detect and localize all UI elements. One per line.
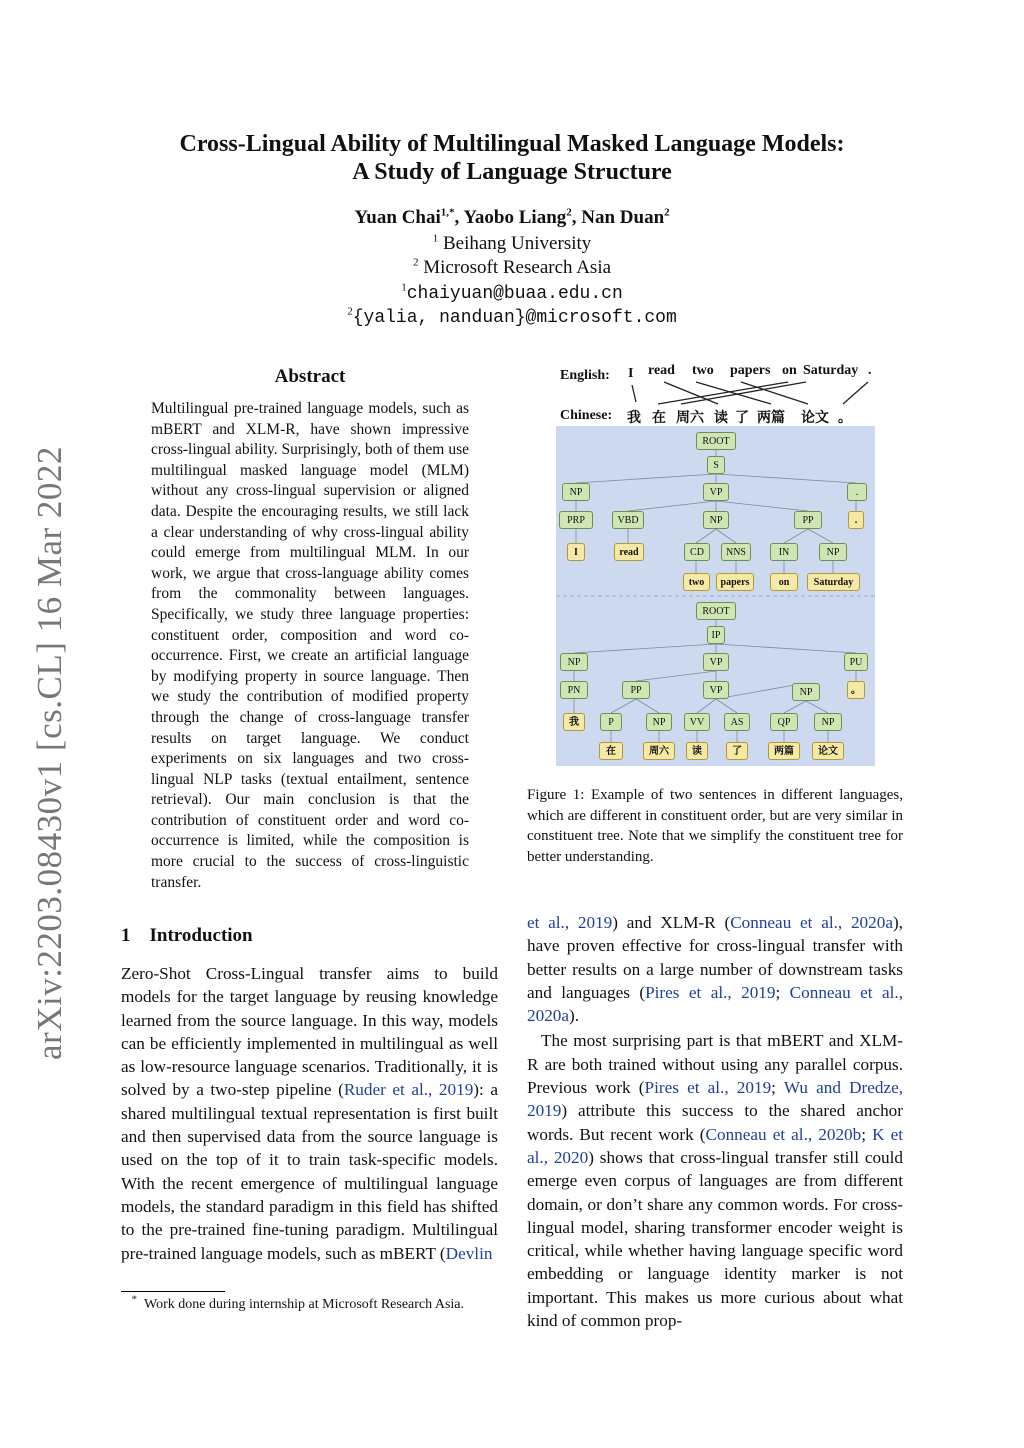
tree-leaf: 我 (563, 713, 585, 731)
text-run: Zero-Shot Cross-Lingual transfer aims to build models for the target language by reusing knowledge learned from the source language. In this way, models can be efficiently implemented in multilingual as well as low-resource language scenarios. Traditionally, it is solved by a two-step pipeline ( (121, 964, 498, 1100)
author-sup: 1,* (440, 206, 455, 219)
email-sup: 2 (347, 305, 353, 318)
author-list: Yuan Chai$^{1,*}$, Yaobo Liang$^2$, Nan Duan$^2$ (354, 206, 670, 228)
tree-node: NP (814, 713, 842, 731)
tree-node: NP (646, 713, 672, 731)
citation-link[interactable]: K et al., 2020 (527, 1124, 903, 1167)
text-run: ) shows that cross-lingual transfer still could emerge even corpus of languages are from different domain, or don’t share any common words. For cross-lingual model, sharing transformer encoder weight is critical, while whether having language specific word embedding or language identity marker is not important. This makes us more curious about what kind of common prop- (527, 1147, 903, 1331)
aff-sup: 2 (412, 256, 419, 269)
aff-text: Beihang University (442, 233, 592, 254)
title-line-1: Cross-Lingual Ability of Multilingual Masked Language Models: (179, 131, 845, 157)
citation-link[interactable]: Conneau et al., 2020a (527, 982, 903, 1026)
english-word: I (628, 366, 634, 381)
english-word: Saturday (803, 363, 859, 378)
tree-node: AS (724, 713, 750, 731)
tree-node: QP (770, 713, 798, 731)
chinese-word: 周六 (676, 411, 704, 426)
tree-node: NP (819, 543, 847, 561)
english-word: read (648, 363, 675, 378)
citation-link[interactable]: Conneau et al., 2020a (730, 913, 893, 932)
chinese-word: 。 (838, 411, 852, 426)
english-word: on (782, 363, 797, 378)
tree-leaf: 了 (726, 742, 748, 760)
email-text: chaiyuan@buaa.edu.cn (406, 284, 623, 304)
tree-node: VBD (612, 511, 644, 529)
tree-node: PP (794, 511, 822, 529)
section-heading (121, 925, 253, 947)
chinese-word: 了 (735, 411, 749, 426)
figure-caption: Figure 1: Example of two sentences in different languages, which are different in constituent order, but are very similar in constituent tree. Note that we simplify the constituent tree for better understanding. (527, 787, 903, 865)
tree-leaf: . (848, 511, 864, 529)
citation-link[interactable]: Pires et al., 2019 (644, 1078, 772, 1098)
tree-node: VV (684, 713, 710, 731)
text-run: ; (775, 982, 790, 1002)
tree-node: NP (562, 483, 590, 501)
footnote-rule (121, 1291, 225, 1292)
chinese-word: 论文 (801, 411, 829, 426)
abstract-text: Multilingual pre-trained language models, such as mBERT and XLM-R, have shown impressive cross-lingual ability. Surprisingly, both of them use multilingual masked language model (MLM) without any cross-lingual supervision or aligned data. Despite the encouraging results, we still lack a clear understanding of why cross-lingual ability could emerge from multilingual MLM. In our work, we argue that cross-language ability comes from the commonality between languages. Specifically, we study three language properties: constituent order, composition and word co-occurrence. First, we create an artificial language by modifying property in source language. Then we study the contribution of modified property through the change of cross-language transfer results on target language. We conduct experiments on six languages and two cross-lingual NLP tasks (textual entailment, sentence retrieval). Our main conclusion is that the contribution of constituent order and word co-occurrence is limited, while the composition is more crucial to the success of cross-linguistic transfer. (151, 400, 469, 891)
affiliation (0, 257, 1024, 279)
intro-right-column (527, 911, 903, 1332)
footnote (121, 1293, 498, 1314)
text-run: ) and XLM-R ( (612, 913, 731, 932)
arxiv-sidebar: arXiv:2203.08430v1 [cs.CL] 16 Mar 2022 (30, 446, 69, 1060)
chinese-label: Chinese: (560, 408, 613, 423)
tree-node: S (707, 456, 725, 474)
abstract-heading: Abstract (274, 366, 346, 387)
chinese-word: 两篇 (757, 411, 785, 426)
tree-node: PP (622, 681, 650, 699)
text-run: The most surprising part is that mBERT and XLM-R are both trained without using any parallel corpus. Previous work ( (527, 1031, 903, 1098)
section-number: 1 (121, 925, 131, 946)
text-run: ; (861, 1124, 873, 1144)
tree-leaf: papers (716, 573, 754, 591)
tree-node: IN (770, 543, 798, 561)
tree-leaf: 。 (847, 681, 865, 699)
tree-node: VP (703, 483, 729, 501)
aff-text: Microsoft Research Asia (423, 257, 612, 278)
tree-leaf: 在 (599, 742, 623, 760)
tree-node: PN (560, 681, 588, 699)
footnote-mark: * (131, 1293, 137, 1306)
tree-leaf: 读 (686, 742, 708, 760)
text-run: ): a shared multilingual textual representation is first built and then supervised data from the source language is used on the top of it to train task-specific models. With the recent emergence of multilingual language models, the standard paradigm in this field has shifted to the pre-trained fine-tuning paradigm. Multilingual pre-trained language models, such as mBERT ( (121, 1080, 498, 1263)
affiliation (0, 233, 1024, 255)
tree-node: ROOT (696, 602, 736, 620)
citation-link[interactable]: Pires et al., 2019 (645, 982, 776, 1002)
citation-link[interactable]: Conneau et al., 2020b (705, 1124, 862, 1144)
chinese-tree (556, 426, 875, 766)
author-name: Yaobo Liang (463, 207, 567, 228)
tree-node: P (600, 713, 622, 731)
alignment-lines (556, 360, 886, 430)
author-name: Yuan Chai (354, 207, 441, 228)
english-word: two (692, 363, 714, 378)
citation-link[interactable]: et al., 2019 (527, 913, 613, 932)
citation-link[interactable]: Wu and Dredze, 2019 (527, 1078, 903, 1121)
email-sup: 1 (401, 281, 407, 294)
text-run: ) attribute this success to the shared anchor words. But recent work ( (527, 1101, 903, 1144)
chinese-word: 我 (627, 411, 641, 426)
tree-node: PU (844, 653, 868, 671)
tree-leaf: 两篇 (768, 742, 800, 760)
tree-node: NP (703, 511, 729, 529)
paper-title (0, 130, 1024, 186)
tree-node: VP (703, 681, 729, 699)
tree-leaf: I (567, 543, 585, 561)
email (0, 306, 1024, 328)
tree-node: ROOT (696, 432, 736, 450)
english-word: . (868, 363, 872, 378)
chinese-word: 在 (652, 411, 666, 426)
tree-node: NP (560, 653, 588, 671)
aff-sup: 1 (432, 232, 439, 245)
tree-leaf: read (614, 543, 644, 561)
author-sup: 2 (664, 206, 670, 219)
tree-node: . (847, 483, 867, 501)
citation-link[interactable]: Ruder et al., 2019 (343, 1080, 474, 1100)
author-name: Nan Duan (581, 207, 665, 228)
tree-leaf: 论文 (812, 742, 844, 760)
tree-node: PRP (559, 511, 593, 529)
tree-node: CD (684, 543, 710, 561)
intro-paragraph-1 (121, 962, 498, 1265)
tree-leaf: Saturday (807, 573, 860, 591)
text-run: ), have proven effective for cross-lingual transfer with better results on a large number of downstream tasks and languages ( (527, 913, 903, 1002)
tree-leaf: two (683, 573, 710, 591)
email-text: {yalia, nanduan}@microsoft.com (352, 308, 677, 328)
english-word: papers (730, 363, 771, 378)
section-title: Introduction (149, 925, 253, 946)
text-run: ). (569, 1006, 580, 1026)
email (0, 282, 1024, 304)
english-label: English: (560, 368, 610, 383)
author-sup: 2 (566, 206, 572, 219)
tree-node: NNS (721, 543, 751, 561)
tree-leaf: 周六 (643, 742, 675, 760)
tree-leaf: on (770, 573, 798, 591)
footnote-text: Work done during internship at Microsoft Research Asia. (144, 1297, 465, 1312)
text-run: ; (771, 1078, 784, 1098)
citation-link[interactable]: Devlin (445, 1243, 493, 1263)
tree-node: VP (703, 653, 729, 671)
tree-node: IP (707, 626, 725, 644)
tree-node: NP (792, 683, 820, 701)
title-line-2: A Study of Language Structure (352, 159, 672, 185)
chinese-word: 读 (714, 411, 728, 426)
